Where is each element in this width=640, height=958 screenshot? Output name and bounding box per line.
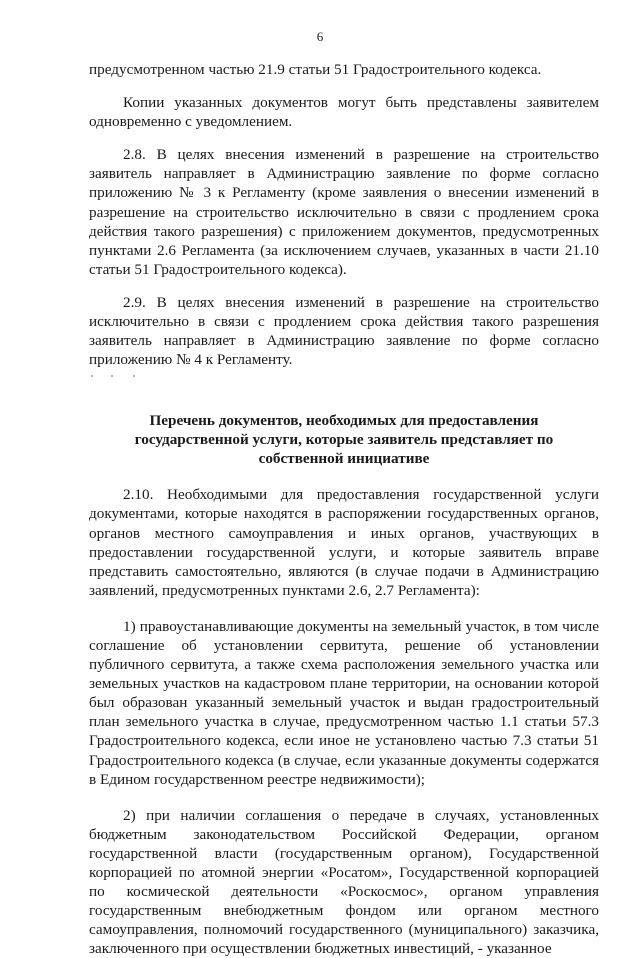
paragraph-2-9: 2.9. В целях внесения изменений в разрешение на строительство исключительно в связи с продлением срока действия такого разрешения заявитель направляет в Администрацию заявление по форме согласно приложению № 4 к Регламенту. (89, 293, 599, 369)
paragraph-copies: Копии указанных документов могут быть представлены заявителем одновременно с уведомлением. (89, 94, 599, 131)
document-body (89, 60, 599, 958)
scan-specks (89, 369, 599, 389)
list-item-1: 1) правоустанавливающие документы на земельный участок, в том числе соглашение об установлении сервитута, решение об установлении публичного сервитута, а также схема расположения земельного участка или земельных участков на кадастровом плане территории, на основании которой был образован указанный земельный участок и выдан градостроительный план земельного участка в случае, предусмотренном частью 1.1 статьи 57.3 Градостроительного кодекса, если иное не установлено частью 7.3 статьи 51 Градостроительного кодекса (в случае, если указанные документы содержатся в Едином государственном реестре недвижимости); (89, 617, 599, 788)
paragraph-2-8: 2.8. В целях внесения изменений в разрешение на строительство заявитель направляет в Администрацию заявление по форме согласно приложению № 3 к Регламенту (кроме заявления о внесении изменений в разрешение на строительство исключительно в связи с продлением срока действия такого разрешения) с приложением документов, предусмотренных пунктами 2.6 Регламента (за исключением случаев, указанных в части 21.10 статьи 51 Градостроительного кодекса). (89, 146, 599, 278)
paragraph-2-10: 2.10. Необходимыми для предоставления государственной услуги документами, которые находятся в распоряжении государственных органов, органов местного самоуправления и иных органов, участвующих в предоставлении государственной услуги, и которые заявитель вправе представить самостоятельно, являются (в случае подачи в Администрацию заявлений, предусмотренных пунктами 2.6, 2.7 Регламента): (89, 486, 599, 599)
list-item-2: 2) при наличии соглашения о передаче в случаях, установленных бюджетным законодательством Российской Федерации, органом государственной власти (государственным органом), Государственной корпорацией по атомной энергии «Росатом», Государственной корпорацией по космической деятельности «Роскосмос», органом управления государственным внебюджетным фондом или органом местного самоуправления, полномочий государственного (муниципального) заказчика, заключенного при осуществлении бюджетных инвестиций, - указанное (89, 806, 599, 958)
section-heading: Перечень документов, необходимых для предоставления государственной услуги, которые заявитель представляет по собственной инициативе (134, 412, 554, 468)
page-number: 6 (316, 29, 324, 44)
paragraph-continuation: предусмотренном частью 21.9 статьи 51 Градостроительного кодекса. (89, 61, 542, 78)
